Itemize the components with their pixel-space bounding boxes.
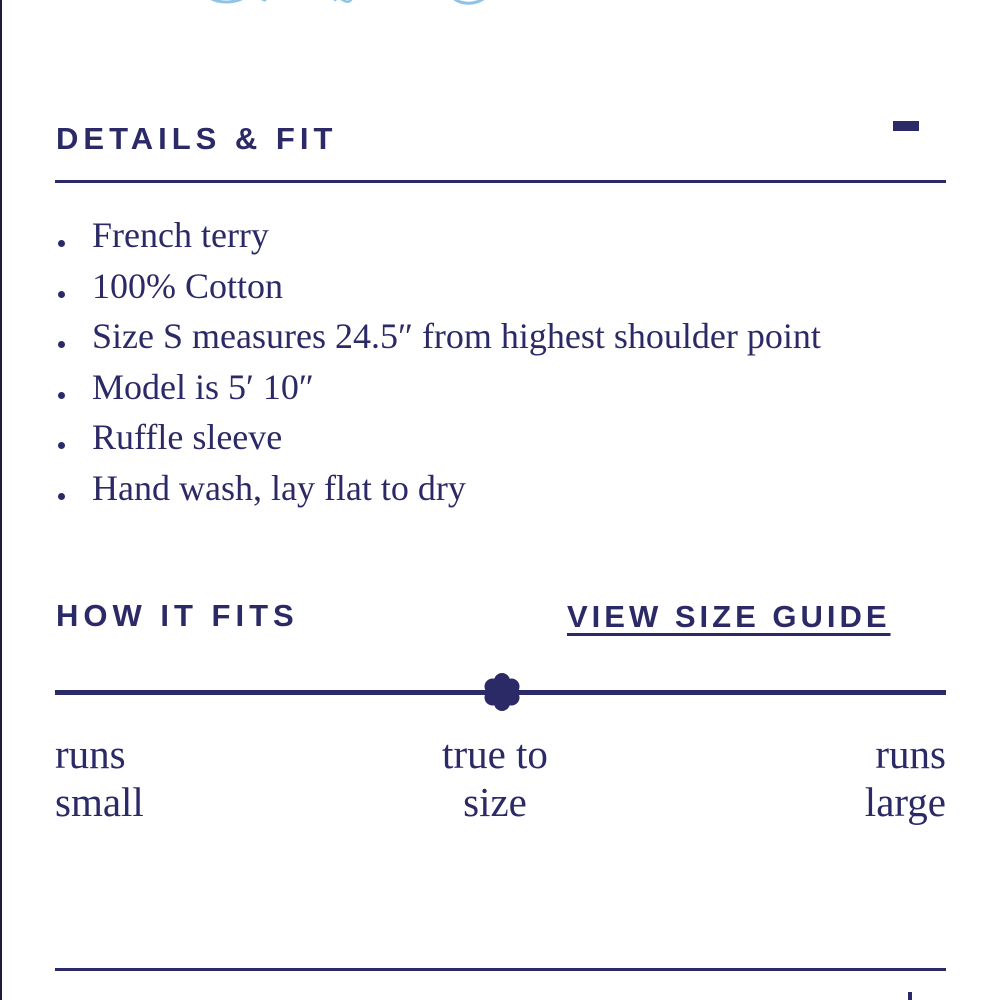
brand-logo-fragment (195, 0, 505, 10)
how-it-fits-heading: HOW IT FITS (56, 598, 299, 633)
list-item: Model is 5′ 10″ (55, 364, 821, 415)
list-item: Hand wash, lay flat to dry (55, 465, 821, 516)
list-item: Size S measures 24.5″ from highest shoulder point (55, 313, 821, 364)
list-item: 100% Cotton (55, 263, 821, 314)
view-size-guide-link[interactable]: VIEW SIZE GUIDE (567, 599, 891, 634)
fit-label-true-to-size (400, 730, 590, 826)
fit-label-line: runs (55, 731, 126, 777)
fit-label-line: large (864, 779, 946, 825)
fit-label-line: runs (875, 731, 946, 777)
fit-label-line: small (55, 779, 144, 825)
section-divider (55, 968, 946, 971)
list-item: Ruffle sleeve (55, 414, 821, 465)
plus-icon[interactable] (908, 992, 912, 1000)
list-item: French terry (55, 212, 821, 263)
fit-label-line: true to (442, 731, 548, 777)
details-list (55, 212, 821, 515)
collapse-details-button[interactable] (893, 121, 919, 131)
fit-label-runs-small (55, 730, 144, 826)
details-divider (55, 180, 946, 183)
flower-icon (481, 671, 523, 713)
page-left-border (0, 0, 2, 1000)
fit-label-line: size (463, 779, 527, 825)
details-fit-heading: DETAILS & FIT (56, 121, 338, 156)
fit-label-runs-large (746, 730, 946, 826)
